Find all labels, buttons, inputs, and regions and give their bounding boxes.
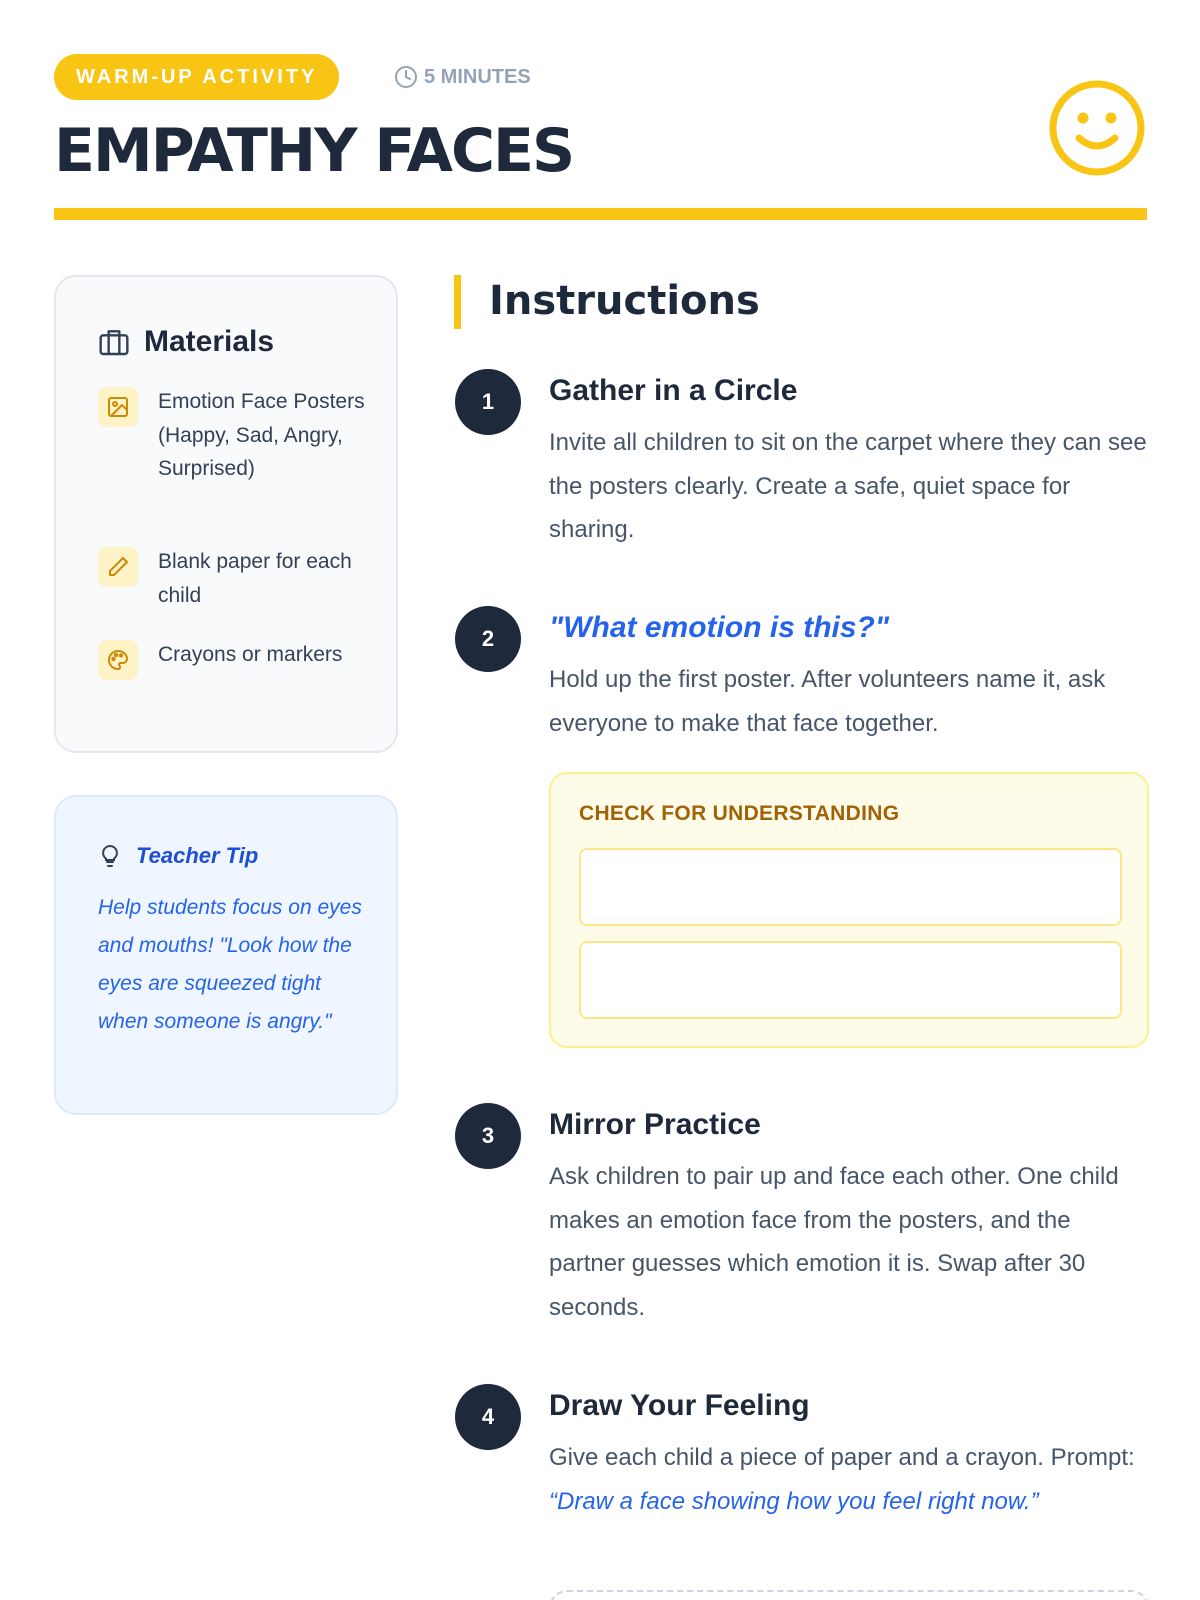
teacher-tip-card bbox=[54, 795, 398, 1115]
material-item-label: Emotion Face Posters (Happy, Sad, Angry, Surprised) bbox=[158, 390, 365, 480]
duration-text: 5 MINUTES bbox=[424, 65, 531, 88]
page-title: EMPATHY FACES bbox=[54, 116, 574, 186]
check-for-understanding-label: CHECK FOR UNDERSTANDING bbox=[579, 802, 900, 825]
material-item-label: Blank paper for each child bbox=[158, 550, 352, 607]
drawing-area[interactable] bbox=[549, 1590, 1149, 1600]
answer-field[interactable] bbox=[579, 848, 1122, 926]
duration-label bbox=[394, 63, 531, 91]
step-number-badge: 1 bbox=[455, 369, 521, 435]
step-title: Mirror Practice bbox=[549, 1108, 761, 1141]
check-for-understanding-box bbox=[549, 772, 1149, 1048]
instructions-accent-bar bbox=[454, 275, 461, 329]
pencil-icon bbox=[98, 547, 138, 587]
material-item bbox=[98, 545, 388, 612]
smiley-face-icon bbox=[1047, 78, 1147, 178]
teacher-tip-heading bbox=[98, 843, 258, 869]
step-number-badge: 4 bbox=[455, 1384, 521, 1450]
materials-heading bbox=[98, 325, 274, 359]
image-icon bbox=[98, 387, 138, 427]
step-body bbox=[549, 1436, 1149, 1523]
activity-header bbox=[54, 54, 1147, 224]
materials-card bbox=[54, 275, 398, 753]
material-item bbox=[98, 638, 388, 680]
clock-icon bbox=[394, 65, 418, 89]
step-body-text: Give each child a piece of paper and a crayon. Prompt: bbox=[549, 1444, 1135, 1471]
step-body: Invite all children to sit on the carpet where they can see the posters clearly. Create a safe, quiet space for sharing. bbox=[549, 429, 1147, 543]
material-item-label: Crayons or markers bbox=[158, 643, 343, 666]
material-item bbox=[98, 385, 388, 486]
toolbox-icon bbox=[98, 326, 130, 358]
step-title: Gather in a Circle bbox=[549, 374, 798, 407]
teacher-tip-heading-label: Teacher Tip bbox=[136, 843, 259, 868]
step-body: Hold up the first poster. After volunteers name it, ask everyone to make that face together. bbox=[549, 666, 1106, 737]
lightbulb-icon bbox=[98, 844, 122, 868]
palette-icon bbox=[98, 640, 138, 680]
activity-type-badge: WARM-UP ACTIVITY bbox=[54, 54, 339, 100]
drawing-prompt-quote: “Draw a face showing how you feel right now.” bbox=[549, 1487, 1039, 1515]
teacher-tip-body: Help students focus on eyes and mouths! "Look how the eyes are squeezed tight when someone is angry." bbox=[98, 896, 362, 1033]
step-body: Ask children to pair up and face each other. One child makes an emotion face from the posters, and the partner guesses which emotion it is. Swap after 30 seconds. bbox=[549, 1163, 1119, 1321]
instructions-heading: Instructions bbox=[489, 278, 760, 324]
header-divider bbox=[54, 208, 1147, 220]
step-number-badge: 3 bbox=[455, 1103, 521, 1169]
materials-heading-label: Materials bbox=[144, 325, 275, 358]
step-number-badge: 2 bbox=[455, 606, 521, 672]
answer-field[interactable] bbox=[579, 941, 1122, 1019]
step-title: "What emotion is this?" bbox=[549, 611, 890, 644]
step-title: Draw Your Feeling bbox=[549, 1389, 810, 1422]
